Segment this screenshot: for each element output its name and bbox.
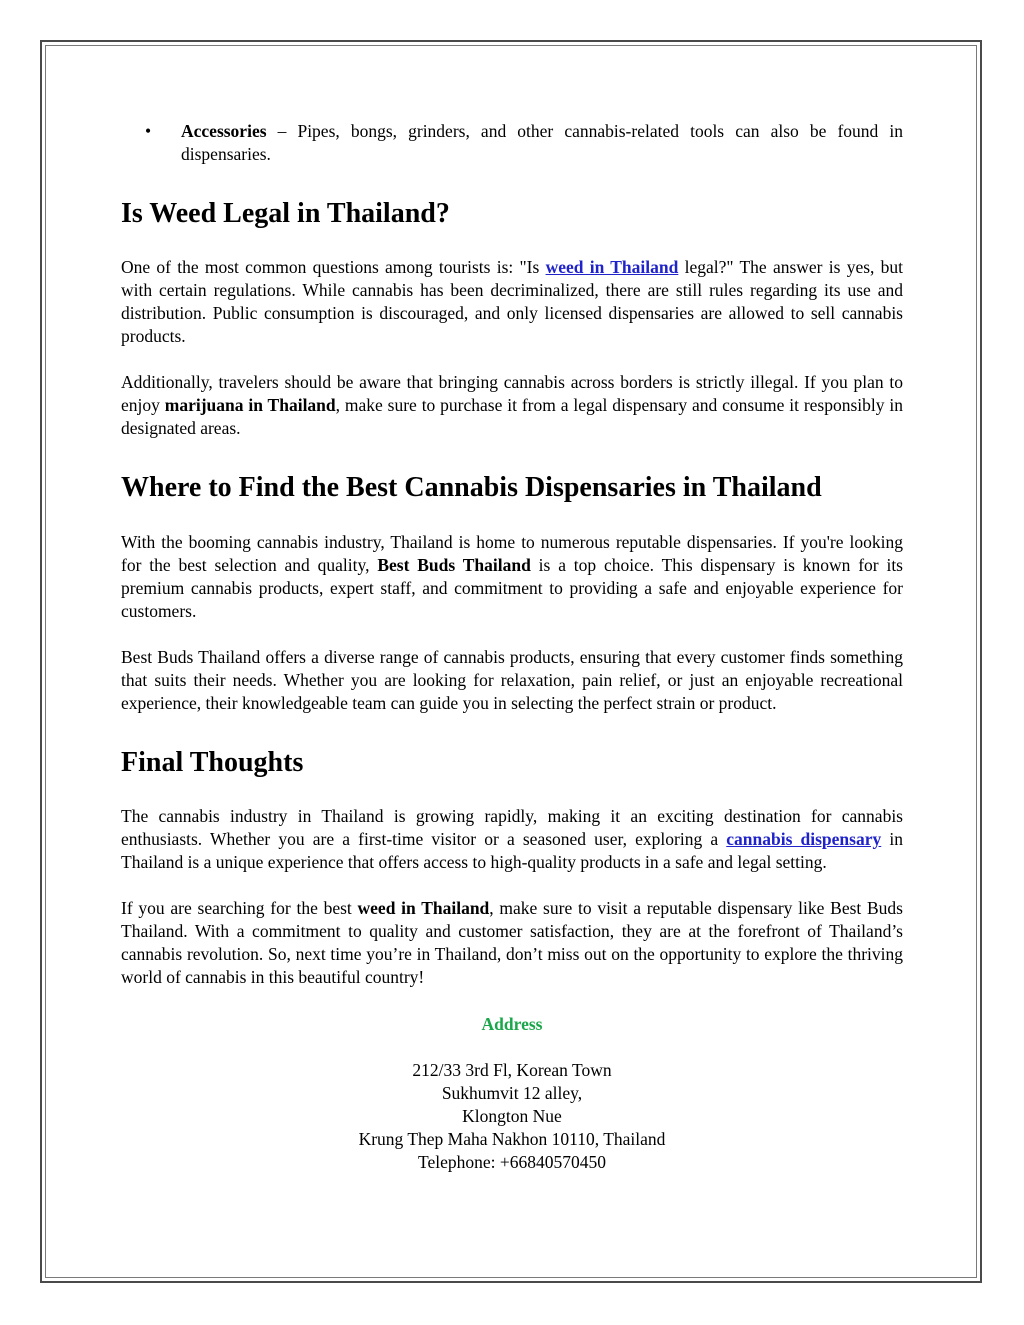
bold-weed-in-thailand: weed in Thailand [357,898,490,918]
document-body [121,120,903,1174]
text-run: Additionally, travelers should be aware that bringing cannabis across borders is strictly illegal. If you plan to enjoy [121,372,903,415]
bold-best-buds-thailand: Best Buds Thailand [377,555,531,575]
paragraph-legal-2 [121,371,903,440]
text-run: If you are searching for the best [121,898,358,918]
text-run: One of the most common questions among tourists is: "Is [121,257,546,277]
heading-is-weed-legal: Is Weed Legal in Thailand? [121,198,450,229]
paragraph-legal-1 [121,256,903,348]
paragraph-final-1 [121,805,903,874]
address-line: Krung Thep Maha Nakhon 10110, Thailand [358,1129,666,1149]
text-run: legal?" The answer is yes, but with certain regulations. While cannabis has been decriminalized, there are still rules regarding its use and distribution. Public consumption is discouraged, and only licensed dispensaries are allowed to sell cannabis products. [121,257,904,346]
text-run: is a top choice. This dispensary is known for its premium cannabis products, expert staff, and commitment to providing a safe and enjoyable experience for customers. [121,555,903,621]
address-title: Address [481,1014,543,1034]
list-item-accessories [121,120,903,166]
bullet-text: – Pipes, bongs, grinders, and other cannabis-related tools can also be found in dispensaries. [181,121,903,164]
link-cannabis-dispensary[interactable]: cannabis dispensary [726,829,882,849]
text-run: With the booming cannabis industry, Thailand is home to numerous reputable dispensaries. If you're looking for the best selection and quality, [121,532,903,575]
text-run: The cannabis industry in Thailand is growing rapidly, making it an exciting destination for cannabis enthusiasts. Whether you are a first-time visitor or a seasoned user, exploring a [121,806,903,849]
text-run: , make sure to purchase it from a legal dispensary and consume it responsibly in designated areas. [121,395,903,438]
text-run: , make sure to visit a reputable dispensary like Best Buds Thailand. With a commitment to quality and customer satisfaction, they are at the forefront of Thailand’s cannabis revolution. So, next time you’re in Thailand, don’t miss out on the opportunity to explore the thriving world of cannabis in this beautiful country! [121,898,903,987]
paragraph-final-2 [121,897,903,989]
paragraph-where-1 [121,531,903,623]
bullet-list [121,120,903,166]
paragraph-where-2: Best Buds Thailand offers a diverse range of cannabis products, ensuring that every customer finds something that suits their needs. Whether you are looking for relaxation, pain relief, or just an enjoyable recreational experience, their knowledgeable team can guide you in selecting the perfect strain or product. [121,647,903,713]
bullet-icon: • [145,121,152,141]
bold-marijuana-in-thailand: marijuana in Thailand [164,395,336,415]
address-line: Klongton Nue [462,1106,562,1126]
bullet-term: Accessories [181,121,267,141]
link-weed-in-thailand[interactable]: weed in Thailand [545,257,679,277]
heading-final-thoughts: Final Thoughts [121,747,304,778]
text-run: in Thailand is a unique experience that offers access to high-quality products in a safe and legal setting. [121,829,903,872]
heading-where-to-find: Where to Find the Best Cannabis Dispensaries in Thailand [121,472,822,503]
address-block [121,1059,903,1174]
telephone-line: Telephone: +66840570450 [418,1152,606,1172]
address-line: Sukhumvit 12 alley, [441,1083,583,1103]
address-line: 212/33 3rd Fl, Korean Town [412,1060,612,1080]
